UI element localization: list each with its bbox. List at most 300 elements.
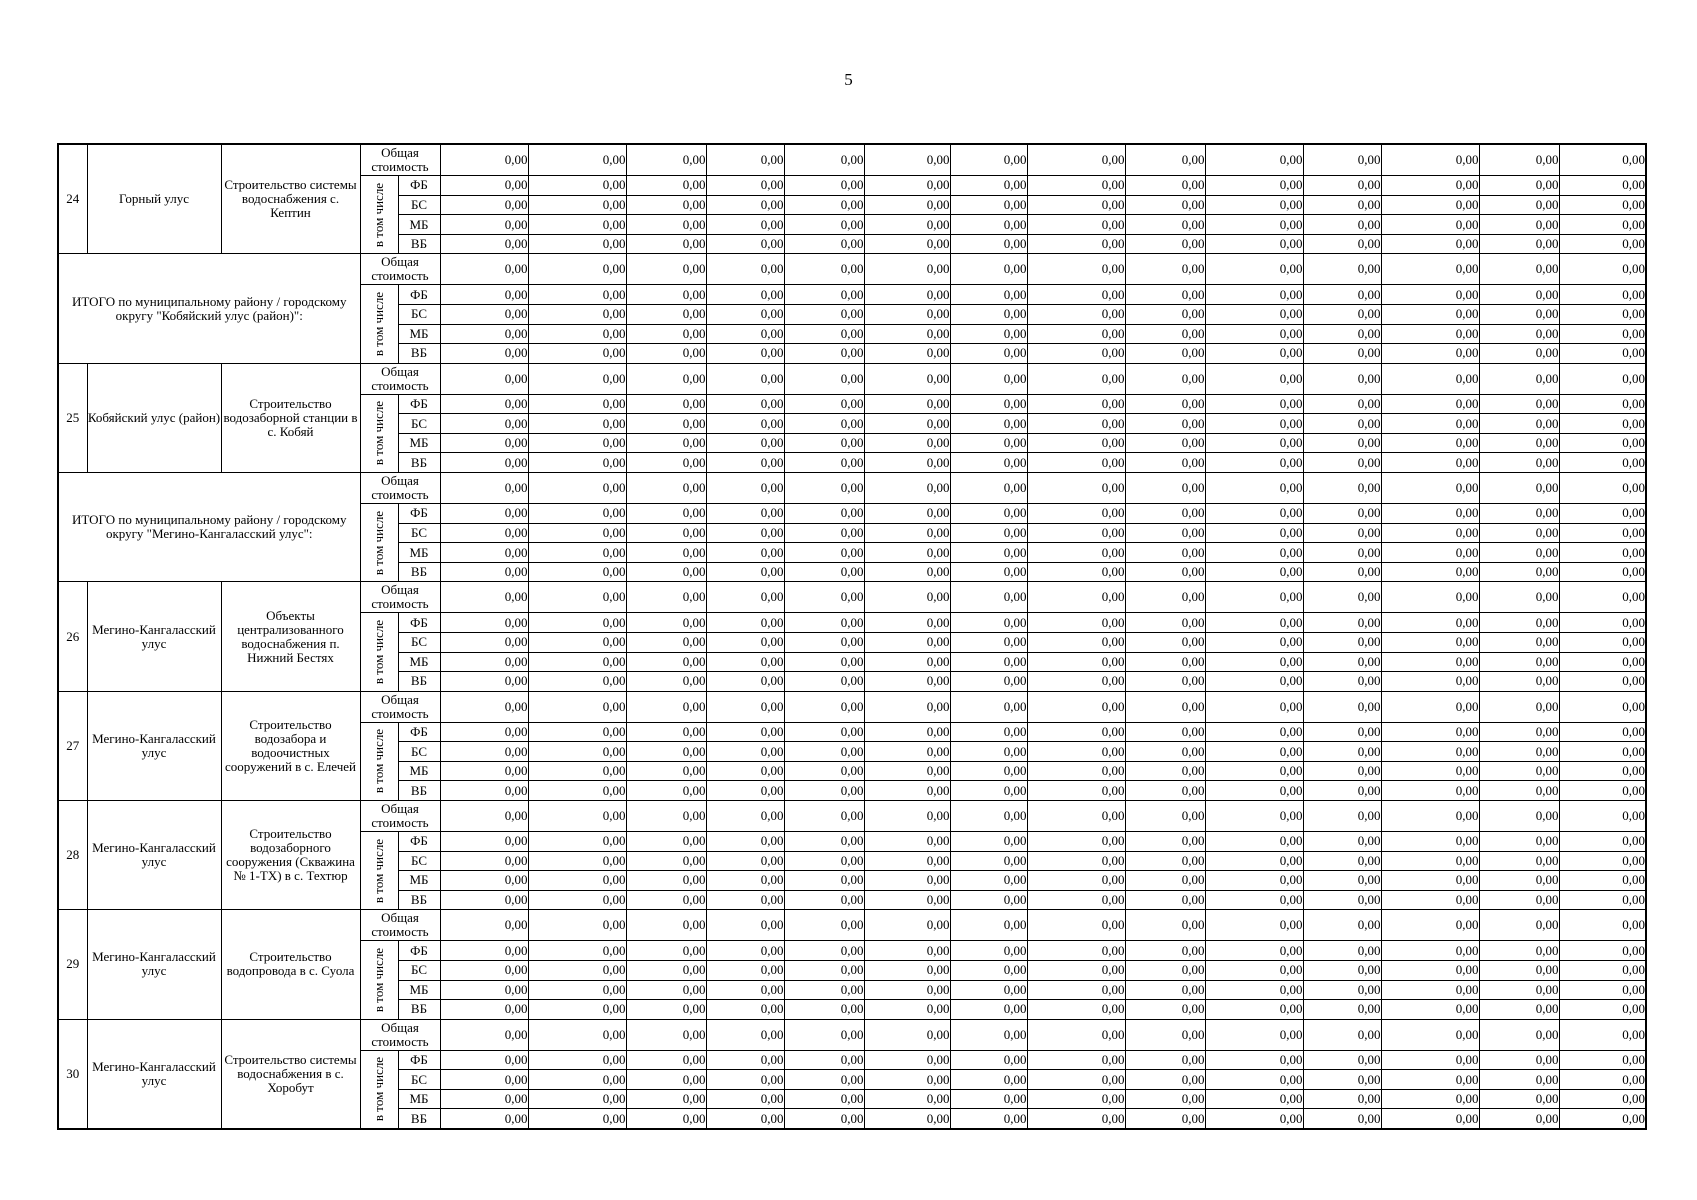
funding-source-label: МБ — [398, 652, 440, 672]
funding-source-label: ВБ — [398, 1109, 440, 1129]
value-cell: 0,00 — [950, 801, 1027, 832]
value-cell: 0,00 — [1381, 781, 1479, 801]
funding-source-label: ВБ — [398, 890, 440, 910]
value-cell: 0,00 — [528, 195, 626, 215]
value-cell: 0,00 — [1027, 1089, 1125, 1109]
value-cell: 0,00 — [1303, 871, 1381, 891]
value-cell: 0,00 — [1559, 285, 1646, 305]
value-cell: 0,00 — [1205, 305, 1303, 325]
value-cell: 0,00 — [1027, 691, 1125, 722]
value-cell: 0,00 — [784, 742, 864, 762]
value-cell: 0,00 — [1125, 960, 1205, 980]
value-cell: 0,00 — [1559, 433, 1646, 453]
value-cell: 0,00 — [528, 254, 626, 285]
value-cell: 0,00 — [706, 871, 784, 891]
including-label — [360, 504, 398, 582]
value-cell: 0,00 — [1479, 1109, 1559, 1129]
value-cell: 0,00 — [440, 851, 528, 871]
value-cell: 0,00 — [706, 176, 784, 196]
value-cell: 0,00 — [1205, 363, 1303, 394]
value-cell: 0,00 — [1027, 1019, 1125, 1050]
value-cell: 0,00 — [626, 742, 706, 762]
value-cell: 0,00 — [1381, 910, 1479, 941]
value-cell: 0,00 — [784, 1019, 864, 1050]
value-cell: 0,00 — [528, 144, 626, 176]
value-cell: 0,00 — [440, 305, 528, 325]
value-cell: 0,00 — [706, 742, 784, 762]
value-cell: 0,00 — [784, 254, 864, 285]
value-cell: 0,00 — [864, 144, 950, 176]
value-cell: 0,00 — [950, 761, 1027, 781]
value-cell: 0,00 — [1027, 254, 1125, 285]
value-cell: 0,00 — [1559, 543, 1646, 563]
value-cell: 0,00 — [950, 652, 1027, 672]
value-cell: 0,00 — [864, 632, 950, 652]
value-cell: 0,00 — [440, 980, 528, 1000]
value-cell: 0,00 — [528, 691, 626, 722]
value-cell: 0,00 — [784, 1050, 864, 1070]
value-cell: 0,00 — [528, 613, 626, 633]
value-cell: 0,00 — [1303, 910, 1381, 941]
value-cell: 0,00 — [950, 781, 1027, 801]
value-cell: 0,00 — [1205, 1019, 1303, 1050]
value-cell: 0,00 — [1027, 761, 1125, 781]
value-cell: 0,00 — [440, 672, 528, 692]
value-cell: 0,00 — [1205, 1089, 1303, 1109]
value-cell: 0,00 — [626, 1070, 706, 1090]
value-cell: 0,00 — [784, 582, 864, 613]
value-cell: 0,00 — [706, 195, 784, 215]
value-cell: 0,00 — [864, 742, 950, 762]
value-cell: 0,00 — [528, 980, 626, 1000]
value-cell: 0,00 — [1303, 652, 1381, 672]
value-cell: 0,00 — [528, 1089, 626, 1109]
value-cell: 0,00 — [1559, 582, 1646, 613]
value-cell: 0,00 — [528, 832, 626, 852]
value-cell: 0,00 — [1303, 176, 1381, 196]
value-cell: 0,00 — [1125, 414, 1205, 434]
value-cell: 0,00 — [864, 215, 950, 235]
value-cell: 0,00 — [1559, 652, 1646, 672]
value-cell: 0,00 — [1303, 801, 1381, 832]
value-cell: 0,00 — [1559, 562, 1646, 582]
value-cell: 0,00 — [1381, 473, 1479, 504]
value-cell: 0,00 — [1205, 394, 1303, 414]
value-cell: 0,00 — [528, 394, 626, 414]
value-cell: 0,00 — [864, 582, 950, 613]
value-cell: 0,00 — [626, 176, 706, 196]
value-cell: 0,00 — [950, 363, 1027, 394]
value-cell: 0,00 — [1125, 941, 1205, 961]
value-cell: 0,00 — [950, 234, 1027, 254]
item-number: 29 — [58, 910, 87, 1019]
value-cell: 0,00 — [528, 871, 626, 891]
value-cell: 0,00 — [706, 832, 784, 852]
value-cell: 0,00 — [528, 344, 626, 364]
value-cell: 0,00 — [1559, 523, 1646, 543]
value-cell: 0,00 — [784, 394, 864, 414]
value-cell: 0,00 — [528, 582, 626, 613]
value-cell: 0,00 — [950, 890, 1027, 910]
value-cell: 0,00 — [1027, 144, 1125, 176]
value-cell: 0,00 — [1027, 453, 1125, 473]
value-cell: 0,00 — [1027, 632, 1125, 652]
value-cell: 0,00 — [950, 722, 1027, 742]
value-cell: 0,00 — [1303, 394, 1381, 414]
including-text: в том числе — [371, 838, 386, 903]
value-cell: 0,00 — [1479, 1089, 1559, 1109]
value-cell: 0,00 — [1559, 453, 1646, 473]
value-cell: 0,00 — [440, 801, 528, 832]
value-cell: 0,00 — [784, 363, 864, 394]
value-cell: 0,00 — [1479, 254, 1559, 285]
value-cell: 0,00 — [528, 1000, 626, 1020]
value-cell: 0,00 — [864, 613, 950, 633]
value-cell: 0,00 — [1303, 742, 1381, 762]
value-cell: 0,00 — [706, 672, 784, 692]
value-cell: 0,00 — [626, 1000, 706, 1020]
value-cell: 0,00 — [706, 722, 784, 742]
including-text: в том числе — [371, 401, 386, 466]
value-cell: 0,00 — [706, 1109, 784, 1129]
value-cell: 0,00 — [1303, 473, 1381, 504]
including-text: в том числе — [371, 947, 386, 1013]
value-cell: 0,00 — [784, 562, 864, 582]
value-cell: 0,00 — [864, 305, 950, 325]
value-cell: 0,00 — [1303, 1050, 1381, 1070]
value-cell: 0,00 — [440, 613, 528, 633]
value-cell: 0,00 — [1559, 1089, 1646, 1109]
total-cost-label: Общая стоимость — [360, 1019, 440, 1050]
value-cell: 0,00 — [1559, 761, 1646, 781]
value-cell: 0,00 — [784, 691, 864, 722]
object-name: Объекты централизованного водоснабжения п. Нижний Бестях — [221, 582, 360, 691]
value-cell: 0,00 — [784, 832, 864, 852]
value-cell: 0,00 — [706, 851, 784, 871]
value-cell: 0,00 — [1027, 324, 1125, 344]
value-cell: 0,00 — [626, 523, 706, 543]
value-cell: 0,00 — [1559, 234, 1646, 254]
value-cell: 0,00 — [1559, 722, 1646, 742]
value-cell: 0,00 — [1479, 176, 1559, 196]
total-cost-label: Общая стоимость — [360, 801, 440, 832]
value-cell: 0,00 — [440, 632, 528, 652]
value-cell: 0,00 — [440, 414, 528, 434]
value-cell: 0,00 — [626, 324, 706, 344]
value-cell: 0,00 — [440, 324, 528, 344]
value-cell: 0,00 — [440, 691, 528, 722]
value-cell: 0,00 — [950, 1089, 1027, 1109]
value-cell: 0,00 — [1125, 254, 1205, 285]
value-cell: 0,00 — [1125, 722, 1205, 742]
value-cell: 0,00 — [1479, 890, 1559, 910]
value-cell: 0,00 — [1027, 910, 1125, 941]
value-cell: 0,00 — [1205, 324, 1303, 344]
value-cell: 0,00 — [528, 1070, 626, 1090]
value-cell: 0,00 — [1027, 344, 1125, 364]
value-cell: 0,00 — [1381, 871, 1479, 891]
value-cell: 0,00 — [1381, 742, 1479, 762]
value-cell: 0,00 — [950, 504, 1027, 524]
value-cell: 0,00 — [1479, 305, 1559, 325]
value-cell: 0,00 — [1205, 613, 1303, 633]
value-cell: 0,00 — [1125, 344, 1205, 364]
value-cell: 0,00 — [528, 176, 626, 196]
value-cell: 0,00 — [950, 523, 1027, 543]
value-cell: 0,00 — [784, 941, 864, 961]
value-cell: 0,00 — [1479, 941, 1559, 961]
value-cell: 0,00 — [784, 761, 864, 781]
value-cell: 0,00 — [1205, 582, 1303, 613]
value-cell: 0,00 — [1479, 394, 1559, 414]
value-cell: 0,00 — [1205, 176, 1303, 196]
value-cell: 0,00 — [1027, 851, 1125, 871]
value-cell: 0,00 — [1205, 761, 1303, 781]
value-cell: 0,00 — [1027, 285, 1125, 305]
value-cell: 0,00 — [528, 305, 626, 325]
value-cell: 0,00 — [864, 1089, 950, 1109]
value-cell: 0,00 — [1205, 504, 1303, 524]
value-cell: 0,00 — [1303, 941, 1381, 961]
value-cell: 0,00 — [528, 215, 626, 235]
value-cell: 0,00 — [528, 672, 626, 692]
total-row — [58, 254, 1646, 285]
value-cell: 0,00 — [440, 195, 528, 215]
including-text: в том числе — [371, 291, 386, 357]
value-cell: 0,00 — [706, 473, 784, 504]
value-cell: 0,00 — [1027, 305, 1125, 325]
value-cell: 0,00 — [528, 941, 626, 961]
funding-source-label: БС — [398, 851, 440, 871]
value-cell: 0,00 — [1479, 433, 1559, 453]
value-cell: 0,00 — [784, 801, 864, 832]
value-cell: 0,00 — [1381, 1109, 1479, 1129]
value-cell: 0,00 — [1027, 433, 1125, 453]
funding-source-label: ФБ — [398, 613, 440, 633]
value-cell: 0,00 — [1027, 1000, 1125, 1020]
value-cell: 0,00 — [528, 473, 626, 504]
value-cell: 0,00 — [706, 414, 784, 434]
value-cell: 0,00 — [950, 871, 1027, 891]
value-cell: 0,00 — [1125, 1000, 1205, 1020]
funding-source-label: ВБ — [398, 1000, 440, 1020]
district-name: Мегино-Кангаласский улус — [87, 801, 221, 910]
value-cell: 0,00 — [1125, 1109, 1205, 1129]
including-text: в том числе — [371, 510, 386, 575]
value-cell: 0,00 — [440, 215, 528, 235]
item-number: 24 — [58, 144, 87, 254]
value-cell: 0,00 — [1479, 781, 1559, 801]
value-cell: 0,00 — [706, 801, 784, 832]
value-cell: 0,00 — [1125, 871, 1205, 891]
value-cell: 0,00 — [1027, 652, 1125, 672]
including-text: в том числе — [371, 182, 386, 247]
value-cell: 0,00 — [1381, 722, 1479, 742]
funding-source-label: ВБ — [398, 453, 440, 473]
value-cell: 0,00 — [1479, 285, 1559, 305]
value-cell: 0,00 — [1303, 613, 1381, 633]
value-cell: 0,00 — [626, 632, 706, 652]
object-name: Строительство водопровода в с. Суола — [221, 910, 360, 1019]
funding-source-label: БС — [398, 414, 440, 434]
value-cell: 0,00 — [1479, 851, 1559, 871]
value-cell: 0,00 — [950, 980, 1027, 1000]
value-cell: 0,00 — [1559, 742, 1646, 762]
value-cell: 0,00 — [706, 613, 784, 633]
value-cell: 0,00 — [1027, 941, 1125, 961]
value-cell: 0,00 — [784, 851, 864, 871]
value-cell: 0,00 — [706, 1070, 784, 1090]
value-cell: 0,00 — [1479, 582, 1559, 613]
value-cell: 0,00 — [440, 144, 528, 176]
district-name: Мегино-Кангаласский улус — [87, 1019, 221, 1129]
value-cell: 0,00 — [784, 215, 864, 235]
value-cell: 0,00 — [626, 285, 706, 305]
value-cell: 0,00 — [626, 851, 706, 871]
value-cell: 0,00 — [1303, 562, 1381, 582]
value-cell: 0,00 — [626, 761, 706, 781]
value-cell: 0,00 — [1303, 523, 1381, 543]
value-cell: 0,00 — [950, 1109, 1027, 1129]
value-cell: 0,00 — [706, 234, 784, 254]
value-cell: 0,00 — [784, 1000, 864, 1020]
value-cell: 0,00 — [784, 414, 864, 434]
value-cell: 0,00 — [706, 453, 784, 473]
page-number: 5 — [844, 70, 853, 89]
value-cell: 0,00 — [706, 691, 784, 722]
funding-source-label: МБ — [398, 980, 440, 1000]
value-cell: 0,00 — [1559, 176, 1646, 196]
value-cell: 0,00 — [1027, 781, 1125, 801]
value-cell: 0,00 — [440, 1050, 528, 1070]
value-cell: 0,00 — [440, 652, 528, 672]
value-cell: 0,00 — [950, 941, 1027, 961]
funding-source-label: ФБ — [398, 941, 440, 961]
value-cell: 0,00 — [1205, 742, 1303, 762]
value-cell: 0,00 — [784, 324, 864, 344]
value-cell: 0,00 — [950, 215, 1027, 235]
including-label — [360, 941, 398, 1019]
value-cell: 0,00 — [1125, 394, 1205, 414]
value-cell: 0,00 — [1205, 1000, 1303, 1020]
value-cell: 0,00 — [1125, 234, 1205, 254]
value-cell: 0,00 — [626, 691, 706, 722]
object-name: Строительство системы водоснабжения в с. Хоробут — [221, 1019, 360, 1129]
value-cell: 0,00 — [784, 305, 864, 325]
value-cell: 0,00 — [1125, 652, 1205, 672]
value-cell: 0,00 — [1559, 1019, 1646, 1050]
funding-source-label: МБ — [398, 324, 440, 344]
value-cell: 0,00 — [1479, 344, 1559, 364]
value-cell: 0,00 — [1125, 215, 1205, 235]
value-cell: 0,00 — [706, 254, 784, 285]
value-cell: 0,00 — [1381, 285, 1479, 305]
value-cell: 0,00 — [1027, 195, 1125, 215]
value-cell: 0,00 — [864, 414, 950, 434]
value-cell: 0,00 — [1381, 890, 1479, 910]
value-cell: 0,00 — [440, 234, 528, 254]
value-cell: 0,00 — [626, 910, 706, 941]
value-cell: 0,00 — [1559, 691, 1646, 722]
value-cell: 0,00 — [1303, 433, 1381, 453]
value-cell: 0,00 — [1205, 781, 1303, 801]
value-cell: 0,00 — [1381, 453, 1479, 473]
value-cell: 0,00 — [626, 960, 706, 980]
value-cell: 0,00 — [440, 176, 528, 196]
value-cell: 0,00 — [706, 543, 784, 563]
value-cell: 0,00 — [1027, 504, 1125, 524]
funding-source-label: ФБ — [398, 504, 440, 524]
funding-source-label: МБ — [398, 215, 440, 235]
value-cell: 0,00 — [1125, 582, 1205, 613]
value-cell: 0,00 — [1381, 195, 1479, 215]
value-cell: 0,00 — [1479, 960, 1559, 980]
value-cell: 0,00 — [1125, 453, 1205, 473]
object-name: Строительство системы водоснабжения с. Кептин — [221, 144, 360, 254]
value-cell: 0,00 — [864, 363, 950, 394]
funding-source-label: ФБ — [398, 1050, 440, 1070]
value-cell: 0,00 — [528, 801, 626, 832]
value-cell: 0,00 — [626, 890, 706, 910]
value-cell: 0,00 — [950, 473, 1027, 504]
value-cell: 0,00 — [1303, 1070, 1381, 1090]
value-cell: 0,00 — [784, 871, 864, 891]
value-cell: 0,00 — [1125, 742, 1205, 762]
value-cell: 0,00 — [784, 1109, 864, 1129]
value-cell: 0,00 — [1381, 215, 1479, 235]
value-cell: 0,00 — [706, 394, 784, 414]
value-cell: 0,00 — [626, 473, 706, 504]
value-cell: 0,00 — [440, 1109, 528, 1129]
value-cell: 0,00 — [1559, 871, 1646, 891]
value-cell: 0,00 — [1205, 543, 1303, 563]
value-cell: 0,00 — [784, 344, 864, 364]
value-cell: 0,00 — [528, 504, 626, 524]
value-cell: 0,00 — [784, 960, 864, 980]
value-cell: 0,00 — [1381, 851, 1479, 871]
value-cell: 0,00 — [864, 1000, 950, 1020]
funding-source-label: ФБ — [398, 394, 440, 414]
value-cell: 0,00 — [950, 344, 1027, 364]
value-cell: 0,00 — [626, 980, 706, 1000]
value-cell: 0,00 — [1559, 851, 1646, 871]
value-cell: 0,00 — [864, 473, 950, 504]
value-cell: 0,00 — [1205, 960, 1303, 980]
value-cell: 0,00 — [626, 215, 706, 235]
value-cell: 0,00 — [528, 851, 626, 871]
value-cell: 0,00 — [864, 543, 950, 563]
value-cell: 0,00 — [626, 394, 706, 414]
value-cell: 0,00 — [1479, 144, 1559, 176]
value-cell: 0,00 — [864, 781, 950, 801]
value-cell: 0,00 — [1559, 394, 1646, 414]
value-cell: 0,00 — [1027, 215, 1125, 235]
value-cell: 0,00 — [1303, 672, 1381, 692]
value-cell: 0,00 — [784, 722, 864, 742]
value-cell: 0,00 — [784, 910, 864, 941]
value-cell: 0,00 — [864, 1050, 950, 1070]
value-cell: 0,00 — [440, 504, 528, 524]
value-cell: 0,00 — [1303, 305, 1381, 325]
value-cell: 0,00 — [784, 433, 864, 453]
value-cell: 0,00 — [1381, 980, 1479, 1000]
value-cell: 0,00 — [784, 144, 864, 176]
value-cell: 0,00 — [1559, 960, 1646, 980]
value-cell: 0,00 — [440, 1070, 528, 1090]
value-cell: 0,00 — [1559, 1070, 1646, 1090]
value-cell: 0,00 — [1559, 910, 1646, 941]
value-cell: 0,00 — [1559, 613, 1646, 633]
